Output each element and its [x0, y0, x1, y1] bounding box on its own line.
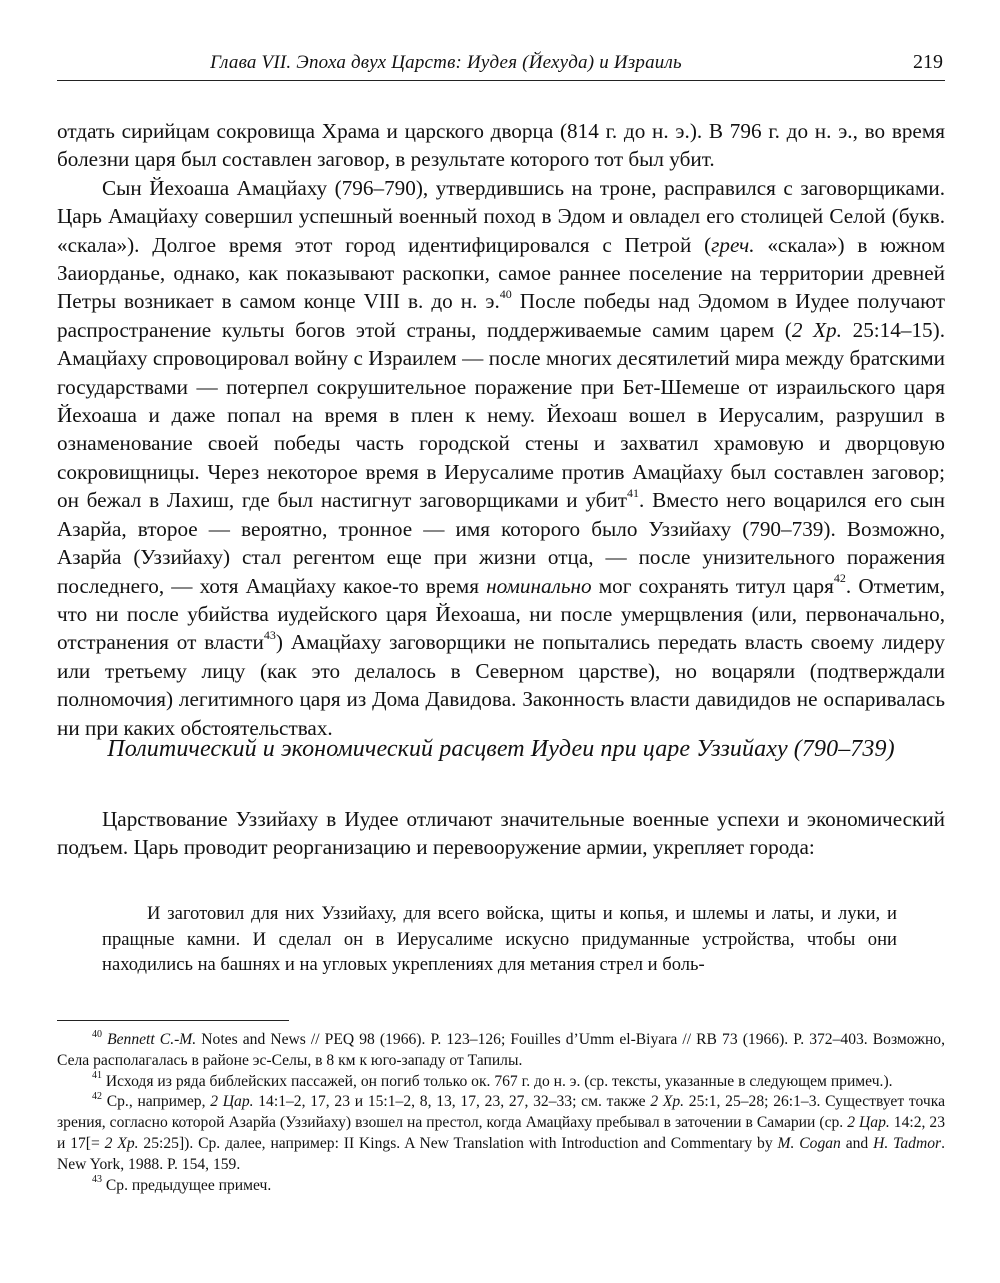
paragraph-uzziah: Царствование Уззийаху в Иудее отличают значительные военные успехи и экономический подъем. Царь проводит реорганизацию и перевооружение армии, укрепляет города:	[57, 807, 945, 860]
footnote-ref-41[interactable]: 41	[627, 486, 640, 501]
running-header	[57, 50, 945, 81]
footnote-ref-40[interactable]: 40	[499, 287, 512, 302]
section-text	[57, 805, 945, 862]
footnotes	[57, 1030, 945, 1196]
paragraph-amaziah: Сын Йехоаша Амацйаху (796–790), утвердившись на троне, расправился с заговорщиками. Царь Амацйаху совершил успешный военный поход в Эдом и овладел его столицей Селой (букв. «скала»). Долгое время этот город идентифицировался с Петрой (греч. «скала») в южном Заиорданье, однако, как показывают раскопки, самое раннее поселение на территории древней Петры возникает в самом конце VIII в. до н. э.$^{40}$ После победы над Эдомом в Иудее получают распространение культы богов этой страны, поддерживаемые самим царем (2 Хр. 25:14–15). Амацйаху спровоцировал войну с Израилем — после многих десятилетий мира между братскими государствами — потерпел сокрушительное поражение при Бет-Шемеше от израильского царя Йехоаша и даже попал на время в плен к нему. Йехоаш вошел в Иерусалим, разрушил в ознаменование своей победы часть городской стены и захватил храмовую и дворцовую сокровищницы. Через некоторое время в Иерусалиме против Амацйаху был составлен заговор; он бежал в Лахиш, где был настигнут заговорщиками и убит$^{41}$. Вместо него воцарился его сын Азарйа, второе — вероятно, тронное — имя которого было Уззийаху (790–739). Возможно, Азарйа (Уззийаху) стал регентом еще при жизни отца, — после унизительного поражения последнего, — хотя Амацйаху какое-то время номинально мог сохранять титул царя$^{42}$. Отметим, что ни после убийства иудейского царя Йехоаша, ни после умерщвления (или, первоначально, отстранения от власти$^{43}$) Амацйаху заговорщики не попытались передать власть своему лидеру или третьему лицу (как это делалось в Северном царстве), но воцаряли (подтверждали полномочия) легитимного царя из Дома Давидова. Законность власти давидидов не оспаривалась ни при каких обстоятельствах.	[57, 175, 945, 740]
footnote-41: $^{41}$ Исходя из ряда библейских пассажей, он погиб только ок. 767 г. до н. э. (ср. тексты, указанные в следующем примеч.).	[92, 1070, 893, 1090]
main-text	[57, 117, 945, 742]
block-quote: И заготовил для них Уззийаху, для всего войска, щиты и копья, и шлемы и латы, и луки, и пращные камни. И сделал он в Иерусалиме искусно придуманные устройства, чтобы они находились на башнях и на угловых укреплениях для метания стрел и боль-	[102, 903, 897, 976]
footnote-40: $^{40}$ Bennett C.-M. Notes and News // PEQ 98 (1966). P. 123–126; Fouilles d’Umm el-Biyara // RB 73 (1966). P. 372–403. Возможно, Села располагалась в районе эс-Селы, в 8 км к юго-западу от Тапилы.	[57, 1028, 945, 1069]
page-number: 219	[913, 51, 943, 73]
footnote-ref-43[interactable]: 43	[263, 628, 276, 643]
paragraph-continued: отдать сирийцам сокровища Храма и царского дворца (814 г. до н. э.). В 796 г. до н. э., во время болезни царя был составлен заговор, в результате которого тот был убит.	[57, 119, 945, 172]
footnote-43: $^{43}$ Ср. предыдущее примеч.	[92, 1174, 272, 1194]
footnote-divider	[57, 1020, 289, 1021]
footnote-ref-42[interactable]: 42	[833, 571, 846, 586]
chapter-title: Глава VII. Эпоха двух Царств: Иудея (Йехуда) и Израиль	[210, 52, 682, 73]
footnote-42: $^{42}$ Ср., например, 2 Цар. 14:1–2, 17, 23 и 15:1–2, 8, 13, 17, 23, 27, 32–33; см. также 2 Хр. 25:1, 25–28; 26:1–3. Существует точка зрения, согласно которой Азарйа (Уззийаху) взошел на престол, когда Амацйаху пребывал в заточении в Самарии (ср. 2 Цар. 14:2, 23 и 17[= 2 Хр. 25:25]). Ср. далее, например: II Kings. A New Translation with Introduction and Commentary by M. Cogan and H. Tadmor. New York, 1988. P. 154, 159.	[57, 1091, 946, 1173]
section-heading: Политический и экономический расцвет Иудеи при царе Уззийаху (790–739)	[107, 736, 895, 762]
